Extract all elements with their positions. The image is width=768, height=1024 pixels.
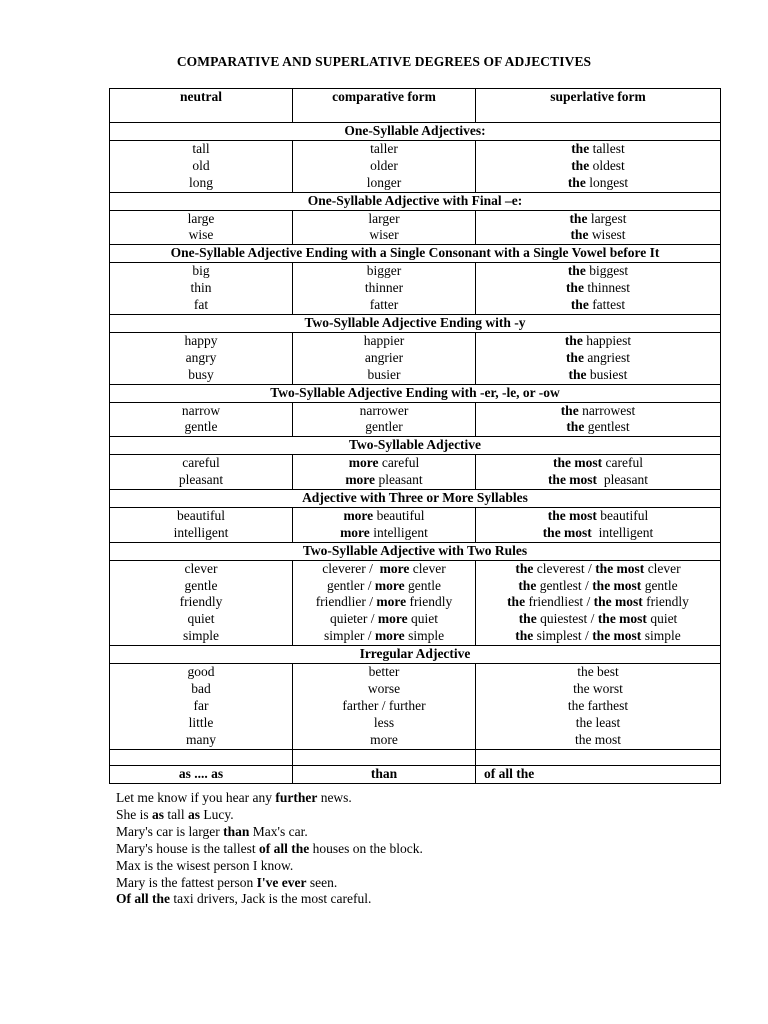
text-run: Mary's car is larger bbox=[116, 823, 224, 839]
neutral-word: friendly bbox=[179, 594, 223, 610]
bold-text: more bbox=[345, 472, 376, 488]
connector-cell: of all the bbox=[476, 765, 721, 783]
comparative-word bbox=[293, 561, 475, 578]
text-run: the best bbox=[577, 664, 619, 680]
comparative-cell bbox=[293, 210, 476, 245]
example-sentence bbox=[116, 824, 423, 841]
text-run: farther / further bbox=[342, 697, 426, 713]
comparative-cell bbox=[293, 263, 476, 315]
superlative-word bbox=[476, 350, 720, 367]
section-title: Irregular Adjective bbox=[110, 646, 721, 664]
comparative-word bbox=[293, 297, 475, 314]
comparative-word bbox=[293, 367, 475, 384]
superlative-word bbox=[476, 158, 720, 175]
text-run: narrowest bbox=[578, 402, 636, 418]
adjective-table bbox=[109, 88, 721, 784]
text-run: busier bbox=[367, 366, 401, 382]
neutral-word: tall bbox=[192, 140, 210, 156]
connector-cell: than bbox=[293, 765, 476, 783]
example-sentence bbox=[116, 891, 423, 908]
bold-text: the bbox=[570, 297, 589, 313]
superlative-word bbox=[476, 403, 720, 420]
superlative-cell bbox=[476, 455, 721, 490]
neutral-word: angry bbox=[185, 349, 217, 365]
table-header-row bbox=[110, 89, 721, 123]
bold-text: the bbox=[564, 332, 583, 348]
text-run: quiestest / bbox=[536, 611, 598, 627]
neutral-word: quiet bbox=[187, 611, 215, 627]
superlative-word bbox=[476, 715, 720, 732]
text-run: larger bbox=[368, 210, 400, 226]
superlative-word bbox=[476, 472, 720, 489]
text-run: wiser bbox=[369, 227, 399, 243]
bold-text: the bbox=[567, 174, 586, 190]
text-run: cleverest / bbox=[533, 560, 596, 576]
superlative-cell bbox=[476, 560, 721, 646]
neutral-cell bbox=[110, 140, 293, 192]
bold-text: the most bbox=[592, 577, 642, 593]
comparative-word bbox=[293, 681, 475, 698]
text-run: friendlier / bbox=[315, 594, 377, 610]
comparative-word bbox=[293, 227, 475, 244]
comparative-word bbox=[293, 715, 475, 732]
superlative-word bbox=[476, 594, 720, 611]
bold-text: the most bbox=[595, 560, 645, 576]
superlative-word bbox=[476, 578, 720, 595]
bold-text: the bbox=[570, 227, 589, 243]
comparative-cell bbox=[293, 560, 476, 646]
superlative-word bbox=[476, 280, 720, 297]
comparative-word bbox=[293, 698, 475, 715]
superlative-word bbox=[476, 525, 720, 542]
section-words-row bbox=[110, 560, 721, 646]
example-sentences bbox=[116, 790, 423, 908]
neutral-word: thin bbox=[190, 280, 212, 296]
neutral-word: little bbox=[188, 714, 214, 730]
comparative-word bbox=[293, 175, 475, 192]
text-run: angriest bbox=[583, 349, 631, 365]
bold-text: Of all the bbox=[116, 891, 170, 907]
superlative-word bbox=[476, 611, 720, 628]
neutral-word: pleasant bbox=[178, 472, 224, 488]
bold-text: the bbox=[566, 419, 585, 435]
superlative-cell bbox=[476, 332, 721, 384]
bold-text: the bbox=[518, 611, 537, 627]
section-words-row bbox=[110, 332, 721, 384]
text-run: fatter bbox=[369, 297, 399, 313]
section-title: One-Syllable Adjective Ending with a Single Consonant with a Single Vowel before It bbox=[110, 245, 721, 263]
neutral-word: fat bbox=[193, 297, 209, 313]
neutral-word: big bbox=[192, 263, 210, 279]
bold-text: the most bbox=[547, 472, 598, 488]
bold-text: more bbox=[374, 577, 405, 593]
example-sentence bbox=[116, 807, 423, 824]
comparative-cell bbox=[293, 664, 476, 750]
superlative-word bbox=[476, 508, 720, 525]
text-run: thinner bbox=[364, 280, 404, 296]
superlative-cell bbox=[476, 402, 721, 437]
text-run: Mary is the fattest person bbox=[116, 874, 257, 890]
text-run: the most bbox=[574, 731, 622, 747]
comparative-word bbox=[293, 578, 475, 595]
text-run: friendly bbox=[406, 594, 453, 610]
section-title-row bbox=[110, 542, 721, 560]
neutral-word: old bbox=[192, 157, 210, 173]
comparative-word bbox=[293, 141, 475, 158]
section-words-row bbox=[110, 664, 721, 750]
neutral-word: narrow bbox=[181, 402, 221, 418]
comparative-word bbox=[293, 211, 475, 228]
text-run: fattest bbox=[588, 297, 626, 313]
superlative-cell bbox=[476, 140, 721, 192]
text-run: more bbox=[370, 731, 398, 747]
comparative-cell bbox=[293, 332, 476, 384]
section-words-row bbox=[110, 210, 721, 245]
comparative-word bbox=[293, 594, 475, 611]
text-run: Let me know if you hear any bbox=[116, 790, 276, 805]
superlative-word bbox=[476, 211, 720, 228]
section-words-row bbox=[110, 263, 721, 315]
text-run: less bbox=[373, 714, 395, 730]
neutral-word: clever bbox=[184, 560, 218, 576]
section-title-row bbox=[110, 314, 721, 332]
bold-text: the most bbox=[592, 628, 642, 644]
bold-text: the most bbox=[542, 524, 592, 540]
bold-text: the most bbox=[593, 594, 643, 610]
superlative-word bbox=[476, 732, 720, 749]
text-run: bigger bbox=[366, 263, 402, 279]
text-run: thinnest bbox=[583, 280, 631, 296]
section-title: Two-Syllable Adjective bbox=[110, 437, 721, 455]
section-title: Adjective with Three or More Syllables bbox=[110, 490, 721, 508]
bold-text: the bbox=[571, 140, 590, 156]
section-title-row bbox=[110, 123, 721, 141]
comparative-word bbox=[293, 611, 475, 628]
empty-cell bbox=[293, 749, 476, 765]
text-run: narrower bbox=[359, 402, 409, 418]
header-neutral: neutral bbox=[110, 89, 293, 123]
text-run: gentlest / bbox=[536, 577, 593, 593]
text-run: wisest bbox=[588, 227, 626, 243]
neutral-word: intelligent bbox=[173, 524, 229, 540]
text-run: the least bbox=[575, 714, 621, 730]
bold-text: the bbox=[571, 157, 590, 173]
neutral-cell bbox=[110, 332, 293, 384]
text-run: cleverer / bbox=[322, 560, 380, 576]
comparative-word bbox=[293, 628, 475, 645]
text-run: simpler / bbox=[323, 628, 375, 644]
superlative-cell bbox=[476, 263, 721, 315]
section-title: One-Syllable Adjective with Final –e: bbox=[110, 192, 721, 210]
bold-text: the bbox=[560, 402, 579, 418]
bold-text: further bbox=[275, 790, 318, 805]
bold-text: than bbox=[223, 823, 250, 839]
comparative-word bbox=[293, 403, 475, 420]
superlative-word bbox=[476, 419, 720, 436]
superlative-cell bbox=[476, 664, 721, 750]
section-words-row bbox=[110, 455, 721, 490]
neutral-word: simple bbox=[183, 628, 219, 644]
comparative-word bbox=[293, 508, 475, 525]
text-run: careful bbox=[378, 455, 420, 471]
bold-text: the most bbox=[597, 611, 647, 627]
comparative-cell bbox=[293, 402, 476, 437]
section-title-row bbox=[110, 384, 721, 402]
text-run: news. bbox=[317, 790, 352, 805]
page-title: COMPARATIVE AND SUPERLATIVE DEGREES OF ADJECTIVES bbox=[176, 54, 592, 69]
empty-row bbox=[110, 749, 721, 765]
text-run: the worst bbox=[573, 681, 623, 696]
text-run: quiet bbox=[407, 611, 439, 627]
header-superlative: superlative form bbox=[476, 89, 721, 123]
comparative-word bbox=[293, 158, 475, 175]
bold-text: the most bbox=[547, 507, 597, 523]
example-sentence bbox=[116, 858, 423, 875]
text-run: gentler bbox=[365, 419, 403, 435]
neutral-word: many bbox=[186, 731, 216, 747]
text-run: beautiful bbox=[373, 507, 425, 523]
bold-text: the bbox=[565, 280, 584, 296]
comparative-word bbox=[293, 333, 475, 350]
bold-text: more bbox=[348, 455, 379, 471]
bold-text: the bbox=[515, 628, 534, 644]
connector-row bbox=[110, 765, 721, 783]
text-run: tall bbox=[164, 806, 189, 822]
section-title-row bbox=[110, 245, 721, 263]
superlative-cell bbox=[476, 507, 721, 542]
neutral-word: happy bbox=[184, 332, 218, 348]
text-run: intelligent bbox=[369, 524, 428, 540]
neutral-word: beautiful bbox=[177, 507, 225, 523]
neutral-word: gentle bbox=[184, 419, 218, 435]
superlative-word bbox=[476, 367, 720, 384]
neutral-word: long bbox=[188, 174, 213, 190]
text-run: gentle bbox=[641, 577, 678, 593]
neutral-cell bbox=[110, 664, 293, 750]
section-title: One-Syllable Adjectives: bbox=[110, 123, 721, 141]
bold-text: the bbox=[515, 560, 534, 576]
bold-text: more bbox=[377, 611, 408, 627]
text-run: beautiful bbox=[596, 507, 649, 523]
superlative-word bbox=[476, 455, 720, 472]
text-run: pleasant bbox=[597, 472, 649, 488]
text-run: better bbox=[368, 664, 400, 680]
comparative-word bbox=[293, 419, 475, 436]
text-run: quiet bbox=[646, 611, 678, 627]
text-run: simple bbox=[404, 628, 445, 644]
comparative-word bbox=[293, 455, 475, 472]
neutral-word: careful bbox=[182, 455, 220, 471]
text-run: seen. bbox=[306, 874, 338, 890]
bold-text: more bbox=[340, 524, 370, 540]
neutral-word: wise bbox=[188, 227, 214, 243]
neutral-word: good bbox=[187, 664, 215, 680]
text-run: angrier bbox=[364, 349, 404, 365]
section-title-row bbox=[110, 192, 721, 210]
superlative-word bbox=[476, 297, 720, 314]
comparative-word bbox=[293, 350, 475, 367]
section-words-row bbox=[110, 507, 721, 542]
text-run: taller bbox=[370, 140, 398, 156]
comparative-word bbox=[293, 732, 475, 749]
bold-text: as bbox=[188, 806, 201, 822]
neutral-cell bbox=[110, 263, 293, 315]
bold-text: more bbox=[376, 594, 407, 610]
empty-cell bbox=[476, 749, 721, 765]
text-run: longer bbox=[366, 174, 402, 190]
neutral-cell bbox=[110, 507, 293, 542]
text-run: friendliest / bbox=[525, 594, 594, 610]
text-run: intelligent bbox=[591, 524, 654, 540]
superlative-word bbox=[476, 698, 720, 715]
bold-text: the bbox=[518, 577, 537, 593]
superlative-word bbox=[476, 141, 720, 158]
superlative-word bbox=[476, 561, 720, 578]
section-title: Two-Syllable Adjective Ending with -er, -le, or -ow bbox=[110, 384, 721, 402]
text-run: largest bbox=[587, 210, 627, 226]
superlative-word bbox=[476, 664, 720, 681]
neutral-word: far bbox=[193, 697, 209, 713]
comparative-word bbox=[293, 472, 475, 489]
text-run: friendly bbox=[642, 594, 689, 610]
superlative-word bbox=[476, 333, 720, 350]
header-comparative: comparative form bbox=[293, 89, 476, 123]
text-run: older bbox=[370, 157, 398, 173]
text-run: taxi drivers, Jack is the most careful. bbox=[170, 891, 372, 907]
section-words-row bbox=[110, 140, 721, 192]
text-run: clever bbox=[644, 560, 681, 576]
text-run: Max is the wisest person I know. bbox=[116, 857, 294, 873]
bold-text: more bbox=[343, 507, 374, 523]
text-run: Lucy. bbox=[200, 806, 234, 822]
text-run: longest bbox=[585, 174, 629, 190]
bold-text: the bbox=[507, 594, 526, 610]
bold-text: the most bbox=[553, 455, 603, 471]
text-run: houses on the block. bbox=[309, 840, 423, 856]
bold-text: the bbox=[568, 366, 587, 382]
comparative-cell bbox=[293, 455, 476, 490]
text-run: She is bbox=[116, 806, 153, 822]
superlative-word bbox=[476, 681, 720, 698]
bold-text: the bbox=[567, 263, 586, 279]
comparative-word bbox=[293, 280, 475, 297]
text-run: careful bbox=[602, 455, 643, 471]
section-title-row bbox=[110, 437, 721, 455]
text-run: tallest bbox=[589, 140, 625, 156]
text-run: biggest bbox=[585, 263, 629, 279]
text-run: oldest bbox=[589, 157, 625, 173]
neutral-word: bad bbox=[191, 681, 211, 696]
neutral-word: large bbox=[187, 210, 215, 226]
text-run: happiest bbox=[582, 332, 632, 348]
text-run: quieter / bbox=[329, 611, 378, 627]
comparative-word bbox=[293, 263, 475, 280]
text-run: worse bbox=[367, 681, 401, 696]
text-run: pleasant bbox=[375, 472, 423, 488]
section-title: Two-Syllable Adjective with Two Rules bbox=[110, 542, 721, 560]
superlative-word bbox=[476, 175, 720, 192]
example-sentence bbox=[116, 790, 423, 807]
empty-cell bbox=[110, 749, 293, 765]
section-title: Two-Syllable Adjective Ending with -y bbox=[110, 314, 721, 332]
neutral-cell bbox=[110, 455, 293, 490]
text-run: clever bbox=[409, 560, 446, 576]
neutral-cell bbox=[110, 210, 293, 245]
bold-text: more bbox=[374, 628, 405, 644]
example-sentence bbox=[116, 875, 423, 892]
bold-text: the bbox=[565, 349, 584, 365]
comparative-cell bbox=[293, 140, 476, 192]
neutral-word: busy bbox=[188, 366, 214, 382]
text-run: gentle bbox=[404, 577, 442, 593]
superlative-word bbox=[476, 263, 720, 280]
text-run: simplest / bbox=[533, 628, 593, 644]
bold-text: as bbox=[152, 806, 165, 822]
neutral-cell bbox=[110, 402, 293, 437]
text-run: gentler / bbox=[326, 577, 375, 593]
superlative-word bbox=[476, 227, 720, 244]
bold-text: the bbox=[569, 210, 588, 226]
bold-text: more bbox=[379, 560, 410, 576]
section-words-row bbox=[110, 402, 721, 437]
comparative-word bbox=[293, 664, 475, 681]
text-run: busiest bbox=[586, 366, 628, 382]
bold-text: I've ever bbox=[256, 874, 307, 890]
text-run: gentlest bbox=[584, 419, 630, 435]
text-run: Max's car. bbox=[249, 823, 308, 839]
superlative-cell bbox=[476, 210, 721, 245]
connector-cell: as .... as bbox=[110, 765, 293, 783]
comparative-word bbox=[293, 525, 475, 542]
text-run: happier bbox=[363, 332, 405, 348]
text-run: simple bbox=[641, 628, 681, 644]
neutral-word: gentle bbox=[184, 577, 218, 593]
superlative-word bbox=[476, 628, 720, 645]
text-run: Mary's house is the tallest bbox=[116, 840, 260, 856]
comparative-cell bbox=[293, 507, 476, 542]
bold-text: of all the bbox=[259, 840, 310, 856]
section-title-row bbox=[110, 490, 721, 508]
text-run: the farthest bbox=[567, 697, 629, 713]
neutral-cell bbox=[110, 560, 293, 646]
section-title-row bbox=[110, 646, 721, 664]
example-sentence bbox=[116, 841, 423, 858]
